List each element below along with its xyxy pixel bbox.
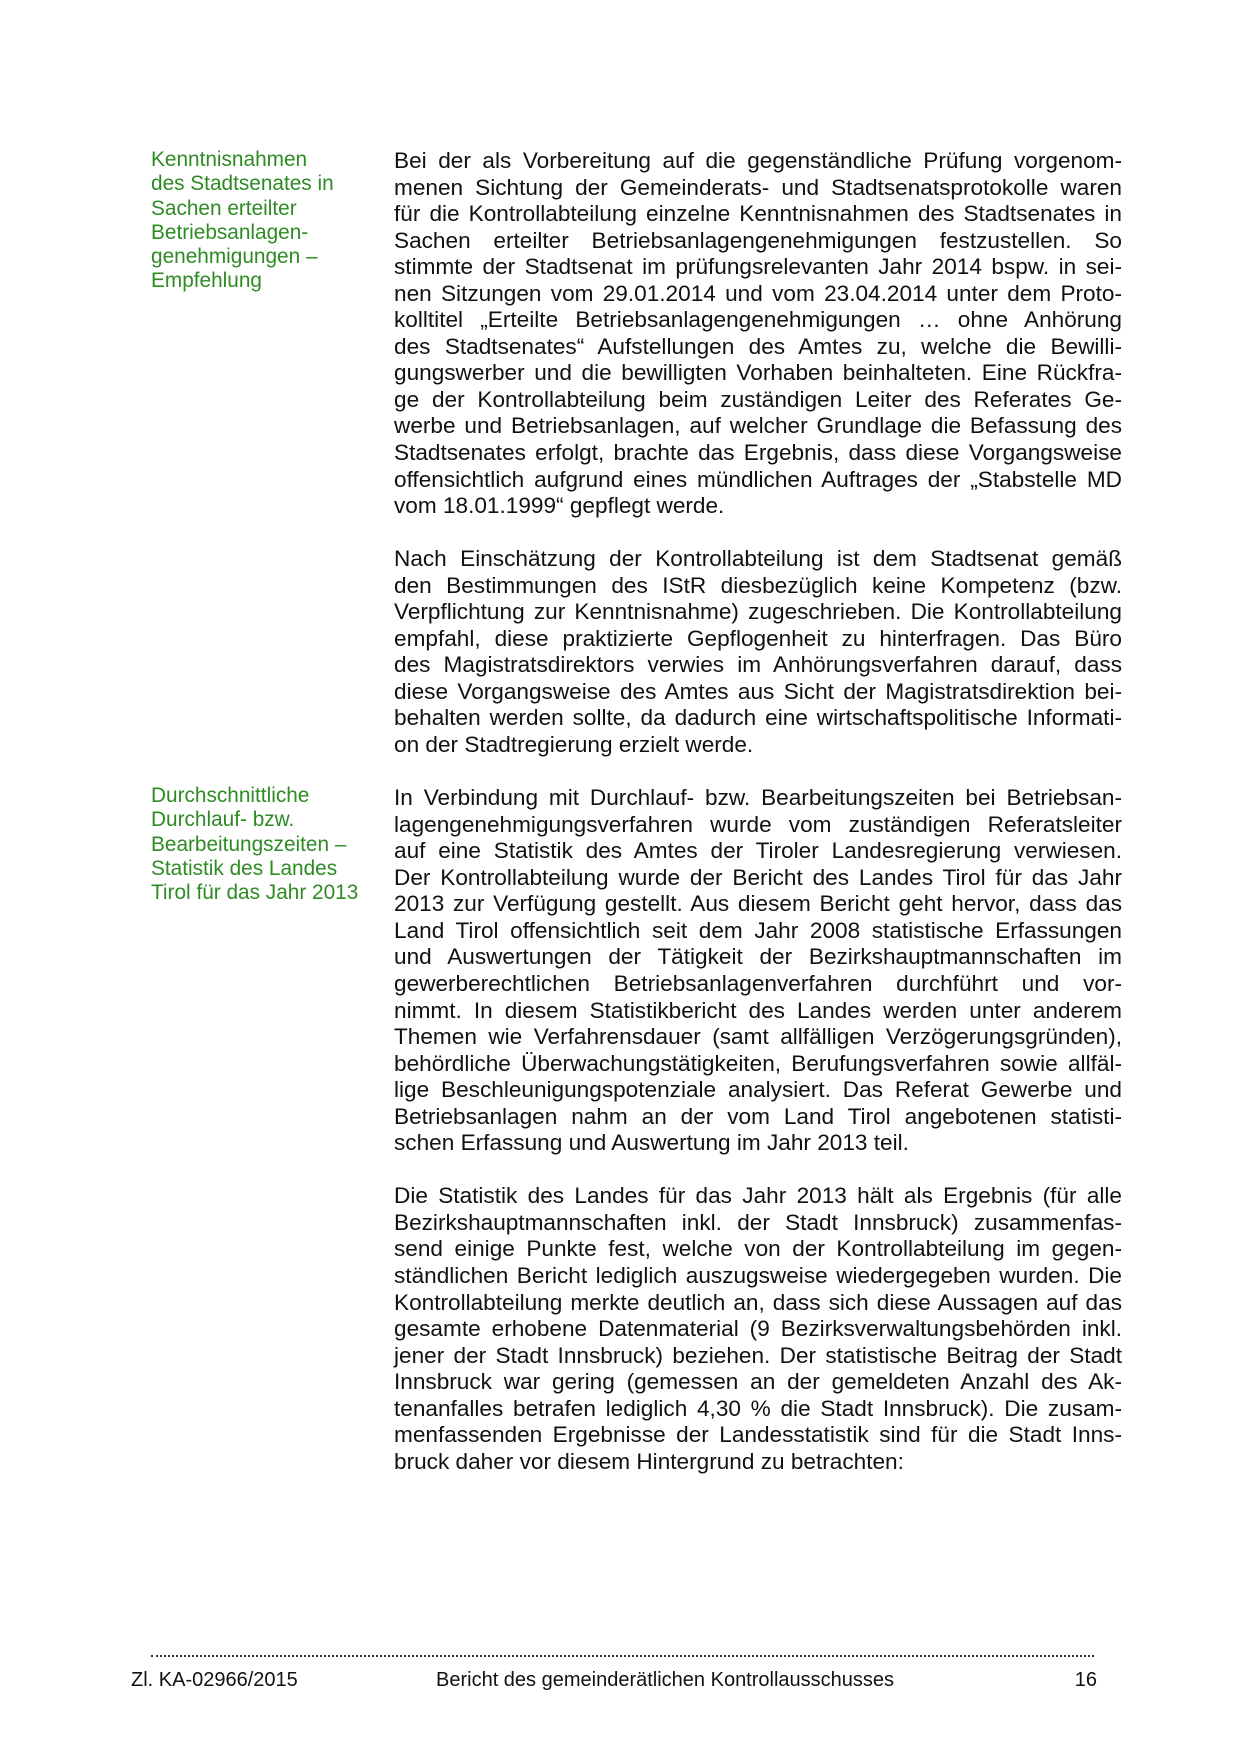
paragraph-line: lige Beschleunigungspotenziale analysiert. Das Referat Gewerbe und bbox=[394, 1077, 1122, 1103]
paragraph-line: Kontrollabteilung merkte deutlich an, dass sich diese Aussagen auf das bbox=[394, 1289, 1122, 1315]
paragraph-line: on der Stadtregierung erzielt werde. bbox=[394, 732, 754, 758]
paragraph-line: Land Tirol offensichtlich seit dem Jahr 2008 statistische Erfassungen bbox=[394, 917, 1122, 943]
paragraph-line: offensichtlich aufgrund eines mündlichen Auftrages der „Stabstelle MD bbox=[394, 466, 1122, 492]
footer-dotted-rule bbox=[151, 1655, 1094, 1657]
paragraph-line: gungswerber und die bewilligten Vorhaben beinhalteten. Eine Rückfra- bbox=[394, 360, 1122, 386]
paragraph-line: behördliche Überwachungstätigkeiten, Berufungsverfahren sowie allfäl- bbox=[394, 1050, 1122, 1076]
paragraph-line: empfahl, diese praktizierte Gepflogenheit zu hinterfragen. Das Büro bbox=[394, 625, 1122, 651]
paragraph-line: Der Kontrollabteilung wurde der Bericht des Landes Tirol für das Jahr bbox=[394, 864, 1122, 890]
paragraph-line: ge der Kontrollabteilung beim zuständigen Leiter des Referates Ge- bbox=[394, 386, 1122, 412]
paragraph-line: gewerberechtlichen Betriebsanlagenverfahren durchführt und vor- bbox=[394, 970, 1122, 996]
paragraph-line: vom 18.01.1999“ gepflegt werde. bbox=[394, 493, 725, 519]
paragraph-line: In Verbindung mit Durchlauf- bzw. Bearbeitungszeiten bei Betriebsan- bbox=[394, 785, 1122, 811]
paragraph-line: für die Kontrollabteilung einzelne Kenntnisnahmen des Stadtsenates in bbox=[394, 201, 1122, 227]
margin-note-line: Durchschnittliche bbox=[151, 784, 310, 807]
paragraph-line: menen Sichtung der Gemeinderats- und Stadtsenatsprotokolle waren bbox=[394, 174, 1122, 200]
paragraph-line: des Stadtsenates“ Aufstellungen des Amtes zu, welche die Bewilli- bbox=[394, 333, 1122, 359]
paragraph-line: jener der Stadt Innsbruck) beziehen. Der statistische Beitrag der Stadt bbox=[394, 1342, 1122, 1368]
paragraph-line: bruck daher vor diesem Hintergrund zu betrachten: bbox=[394, 1448, 904, 1474]
paragraph-line: auf eine Statistik des Amtes der Tiroler Landesregierung verwiesen. bbox=[394, 838, 1122, 864]
paragraph-line: menfassenden Ergebnisse der Landesstatistik sind für die Stadt Inns- bbox=[394, 1422, 1122, 1448]
margin-note-processing-times bbox=[151, 784, 376, 905]
margin-note-line: Kenntnisnahmen bbox=[151, 148, 308, 171]
margin-note-line: Empfehlung bbox=[151, 269, 262, 293]
paragraph-line: kolltitel „Erteilte Betriebsanlagengenehmigungen … ohne Anhörung bbox=[394, 307, 1122, 333]
main-text bbox=[394, 148, 1122, 1502]
footer-title: Bericht des gemeinderätlichen Kontrollausschusses bbox=[436, 1669, 895, 1691]
margin-note-line: des Stadtsenates in bbox=[151, 172, 334, 196]
paragraph-line: diese Vorgangsweise des Amtes aus Sicht der Magistratsdirektion bei- bbox=[394, 678, 1122, 704]
paragraph-line: send einige Punkte fest, welche von der Kontrollabteilung im gegen- bbox=[394, 1236, 1122, 1262]
margin-note-line: Sachen erteilter bbox=[151, 196, 297, 220]
paragraph-line: Verpflichtung zur Kenntnisnahme) zugeschrieben. Die Kontrollabteilung bbox=[394, 599, 1122, 625]
margin-note-line: Bearbeitungszeiten – bbox=[151, 832, 347, 856]
margin-note-acknowledgements bbox=[151, 148, 376, 294]
paragraph-line: werbe und Betriebsanlagen, auf welcher Grundlage die Befassung des bbox=[394, 413, 1122, 439]
body-paragraph bbox=[394, 785, 1122, 1157]
paragraph-line: stimmte der Stadtsenat im prüfungsrelevanten Jahr 2014 bspw. in sei- bbox=[394, 254, 1122, 280]
paragraph-line: des Magistratsdirektors verwies im Anhörungsverfahren darauf, dass bbox=[394, 652, 1122, 678]
paragraph-line: nen Sitzungen vom 29.01.2014 und vom 23.04.2014 unter dem Proto- bbox=[394, 280, 1122, 306]
paragraph-line: gesamte erhobene Datenmaterial (9 Bezirksverwaltungsbehörden inkl. bbox=[394, 1316, 1122, 1342]
paragraph-line: tenanfalles betrafen lediglich 4,30 % die Stadt Innsbruck). Die zusam- bbox=[394, 1395, 1122, 1421]
paragraph-line: den Bestimmungen des IStR diesbezüglich keine Kompetenz (bzw. bbox=[394, 572, 1122, 598]
paragraph-line: 2013 zur Verfügung gestellt. Aus diesem Bericht geht hervor, dass das bbox=[394, 891, 1122, 917]
margin-note-line: Statistik des Landes bbox=[151, 856, 338, 880]
body-paragraph bbox=[394, 148, 1122, 520]
paragraph-line: behalten werden sollte, da dadurch eine wirtschaftspolitische Informati- bbox=[394, 705, 1122, 731]
paragraph-line: Die Statistik des Landes für das Jahr 2013 hält als Ergebnis (für alle bbox=[394, 1183, 1122, 1209]
paragraph-line: Nach Einschätzung der Kontrollabteilung ist dem Stadtsenat gemäß bbox=[394, 546, 1122, 572]
paragraph-line: Bei der als Vorbereitung auf die gegenständliche Prüfung vorgenom- bbox=[394, 148, 1122, 173]
paragraph-line: Stadtsenates erfolgt, brachte das Ergebnis, dass diese Vorgangsweise bbox=[394, 440, 1122, 466]
margin-note-line: Betriebsanlagen- bbox=[151, 220, 309, 244]
paragraph-line: lagengenehmigungsverfahren wurde vom zuständigen Referatsleiter bbox=[394, 811, 1122, 837]
paragraph-line: ständlichen Bericht lediglich auszugsweise wiedergegeben wurden. Die bbox=[394, 1262, 1122, 1288]
footer-reference: Zl. KA-02966/2015 bbox=[131, 1669, 298, 1691]
paragraph-line: Sachen erteilter Betriebsanlagengenehmigungen festzustellen. So bbox=[394, 227, 1122, 253]
page-number: 16 bbox=[1074, 1669, 1097, 1691]
margin-note-line: genehmigungen – bbox=[151, 245, 318, 269]
margin-note-line: Tirol für das Jahr 2013 bbox=[151, 881, 359, 905]
margin-note-line: Durchlauf- bzw. bbox=[151, 808, 295, 832]
paragraph-line: schen Erfassung und Auswertung im Jahr 2013 teil. bbox=[394, 1130, 909, 1156]
paragraph-line: nimmt. In diesem Statistikbericht des Landes werden unter anderem bbox=[394, 997, 1122, 1023]
paragraph-line: Themen wie Verfahrensdauer (samt allfälligen Verzögerungsgründen), bbox=[394, 1024, 1122, 1050]
paragraph-line: und Auswertungen der Tätigkeit der Bezirkshauptmannschaften im bbox=[394, 944, 1122, 970]
paragraph-line: Betriebsanlagen nahm an der vom Land Tirol angebotenen statisti- bbox=[394, 1103, 1122, 1129]
body-paragraph bbox=[394, 546, 1122, 758]
paragraph-line: Bezirkshauptmannschaften inkl. der Stadt Innsbruck) zusammenfas- bbox=[394, 1209, 1122, 1235]
paragraph-line: Innsbruck war gering (gemessen an der gemeldeten Anzahl des Ak- bbox=[394, 1369, 1122, 1395]
body-paragraph bbox=[394, 1183, 1122, 1475]
